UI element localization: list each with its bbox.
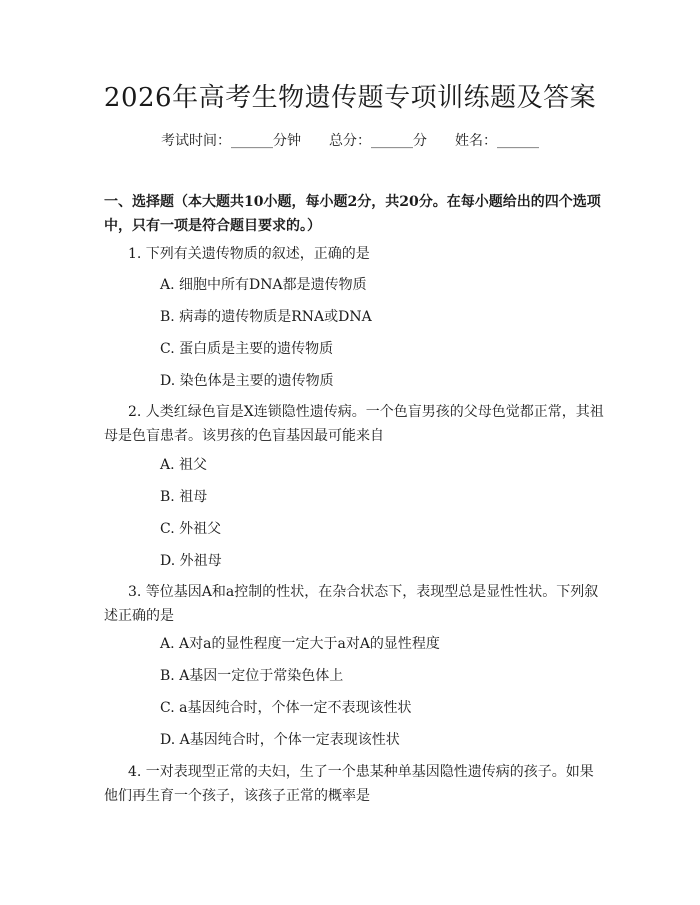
question-text: 4. 一对表现型正常的夫妇，生了一个患某种单基因隐性遗传病的孩子。如果他们再生育一个孩子，该孩子正常的概率是: [104, 764, 594, 804]
question-option: B. 病毒的遗传物质是RNA或DNA: [160, 309, 372, 325]
question-option: C. 外祖父: [160, 521, 222, 537]
question-stem: [104, 242, 604, 266]
question-option: B. 祖母: [160, 489, 208, 505]
question-option: C. a基因纯合时，个体一定不表现该性状: [160, 700, 412, 716]
question-option: C. 蛋白质是主要的遗传物质: [160, 341, 334, 357]
question-stem: [104, 580, 604, 628]
question-stem: [104, 400, 604, 448]
question-option: A. A对a的显性程度一定大于a对A的显性程度: [160, 636, 440, 652]
student-name-field: 姓名：______: [455, 133, 539, 149]
question-option: B. A基因一定位于常染色体上: [160, 668, 344, 684]
question-text: 2. 人类红绿色盲是X连锁隐性遗传病。一个色盲男孩的父母色觉都正常，其祖母是色盲患者。该男孩的色盲基因最可能来自: [104, 404, 604, 444]
question-stem: [104, 760, 604, 808]
question-option: A. 细胞中所有DNA都是遗传物质: [160, 277, 367, 293]
question-text: 3. 等位基因A和a控制的性状，在杂合状态下，表现型总是显性性状。下列叙述正确的是: [104, 584, 599, 624]
question-option: D. A基因纯合时，个体一定表现该性状: [160, 732, 400, 748]
question-option: D. 染色体是主要的遗传物质: [160, 373, 334, 389]
exam-time-field: 考试时间：______分钟: [161, 133, 301, 149]
section-heading: 一、选择题（本大题共10小题，每小题2分，共20分。在每小题给出的四个选项中，只有一项是符合题目要求的。）: [104, 194, 601, 234]
question-text: 1. 下列有关遗传物质的叙述，正确的是: [128, 246, 370, 262]
question-option: A. 祖父: [160, 457, 208, 473]
total-score-field: 总分：______分: [329, 133, 427, 149]
page-title: 2026年高考生物遗传题专项训练题及答案: [103, 83, 597, 113]
question-option: D. 外祖母: [160, 553, 222, 569]
exam-meta: [0, 130, 700, 152]
